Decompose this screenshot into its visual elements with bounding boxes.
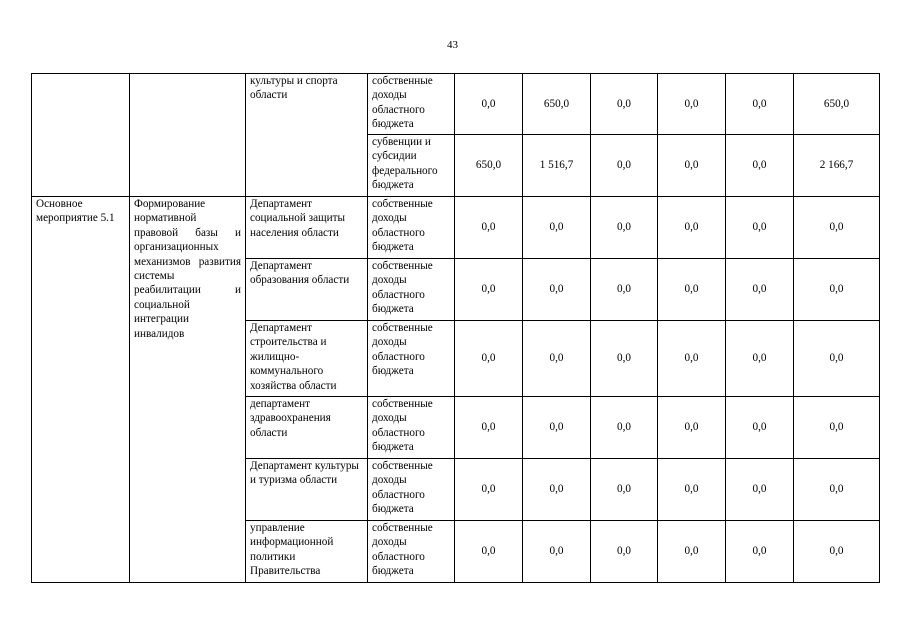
source-cell: субвенции и субсидии федерального бюджета <box>368 135 455 197</box>
value-cell: 0,0 <box>591 459 658 521</box>
value-cell: 0,0 <box>658 135 726 197</box>
measure-cell <box>32 74 130 197</box>
value-cell: 0,0 <box>523 197 591 259</box>
value-cell: 0,0 <box>455 74 523 135</box>
value-cell: 0,0 <box>658 397 726 459</box>
value-cell: 0,0 <box>455 321 523 397</box>
source-cell: собственные доходы областного бюджета <box>368 74 455 135</box>
value-cell: 0,0 <box>794 259 880 321</box>
source-cell: собственные доходы областного бюджета <box>368 397 455 459</box>
value-cell: 0,0 <box>658 521 726 583</box>
value-cell: 0,0 <box>726 397 794 459</box>
source-cell: собственные доходы областного бюджета <box>368 459 455 521</box>
value-cell: 0,0 <box>658 459 726 521</box>
value-cell: 0,0 <box>455 197 523 259</box>
value-cell: 0,0 <box>794 197 880 259</box>
financing-table <box>31 73 880 583</box>
source-cell: собственные доходы областного бюджета <box>368 321 455 397</box>
value-cell: 0,0 <box>726 321 794 397</box>
table-row <box>32 74 880 135</box>
value-cell: 0,0 <box>794 459 880 521</box>
value-cell: 650,0 <box>794 74 880 135</box>
value-cell: 0,0 <box>658 74 726 135</box>
value-cell: 0,0 <box>794 397 880 459</box>
page-number: 43 <box>447 39 458 51</box>
value-cell: 0,0 <box>794 521 880 583</box>
value-cell: 0,0 <box>726 74 794 135</box>
value-cell: 0,0 <box>658 321 726 397</box>
value-cell: 0,0 <box>591 197 658 259</box>
value-cell: 0,0 <box>726 521 794 583</box>
value-cell: 0,0 <box>658 259 726 321</box>
value-cell: 0,0 <box>726 197 794 259</box>
value-cell: 0,0 <box>591 321 658 397</box>
value-cell: 2 166,7 <box>794 135 880 197</box>
source-cell: собственные доходы областного бюджета <box>368 521 455 583</box>
executor-cell: культуры и спорта области <box>246 74 368 197</box>
value-cell: 0,0 <box>591 74 658 135</box>
source-cell: собственные доходы областного бюджета <box>368 197 455 259</box>
value-cell: 0,0 <box>726 259 794 321</box>
value-cell: 0,0 <box>591 259 658 321</box>
value-cell: 0,0 <box>455 259 523 321</box>
description-cell: Формирование нормативной правовой базы и организационных механизмов развития системы реабилитации и социальной интеграции инвалидов <box>130 197 246 583</box>
value-cell: 650,0 <box>455 135 523 197</box>
value-cell: 0,0 <box>523 521 591 583</box>
value-cell: 0,0 <box>523 397 591 459</box>
value-cell: 0,0 <box>455 521 523 583</box>
source-cell: собственные доходы областного бюджета <box>368 259 455 321</box>
executor-cell: Департамент строительства и жилищно-коммунального хозяйства области <box>246 321 368 397</box>
value-cell: 0,0 <box>591 521 658 583</box>
measure-cell: Основное мероприятие 5.1 <box>32 197 130 583</box>
value-cell: 0,0 <box>726 135 794 197</box>
value-cell: 0,0 <box>455 459 523 521</box>
executor-cell: Департамент социальной защиты населения области <box>246 197 368 259</box>
value-cell: 0,0 <box>794 321 880 397</box>
value-cell: 0,0 <box>455 397 523 459</box>
table-row <box>32 197 880 259</box>
value-cell: 0,0 <box>591 135 658 197</box>
value-cell: 0,0 <box>591 397 658 459</box>
value-cell: 650,0 <box>523 74 591 135</box>
executor-cell: департамент здравоохранения области <box>246 397 368 459</box>
value-cell: 0,0 <box>658 197 726 259</box>
executor-cell: Департамент культуры и туризма области <box>246 459 368 521</box>
value-cell: 0,0 <box>726 459 794 521</box>
executor-cell: управление информационной политики Правительства <box>246 521 368 583</box>
description-cell <box>130 74 246 197</box>
value-cell: 1 516,7 <box>523 135 591 197</box>
value-cell: 0,0 <box>523 259 591 321</box>
executor-cell: Департамент образования области <box>246 259 368 321</box>
value-cell: 0,0 <box>523 459 591 521</box>
value-cell: 0,0 <box>523 321 591 397</box>
